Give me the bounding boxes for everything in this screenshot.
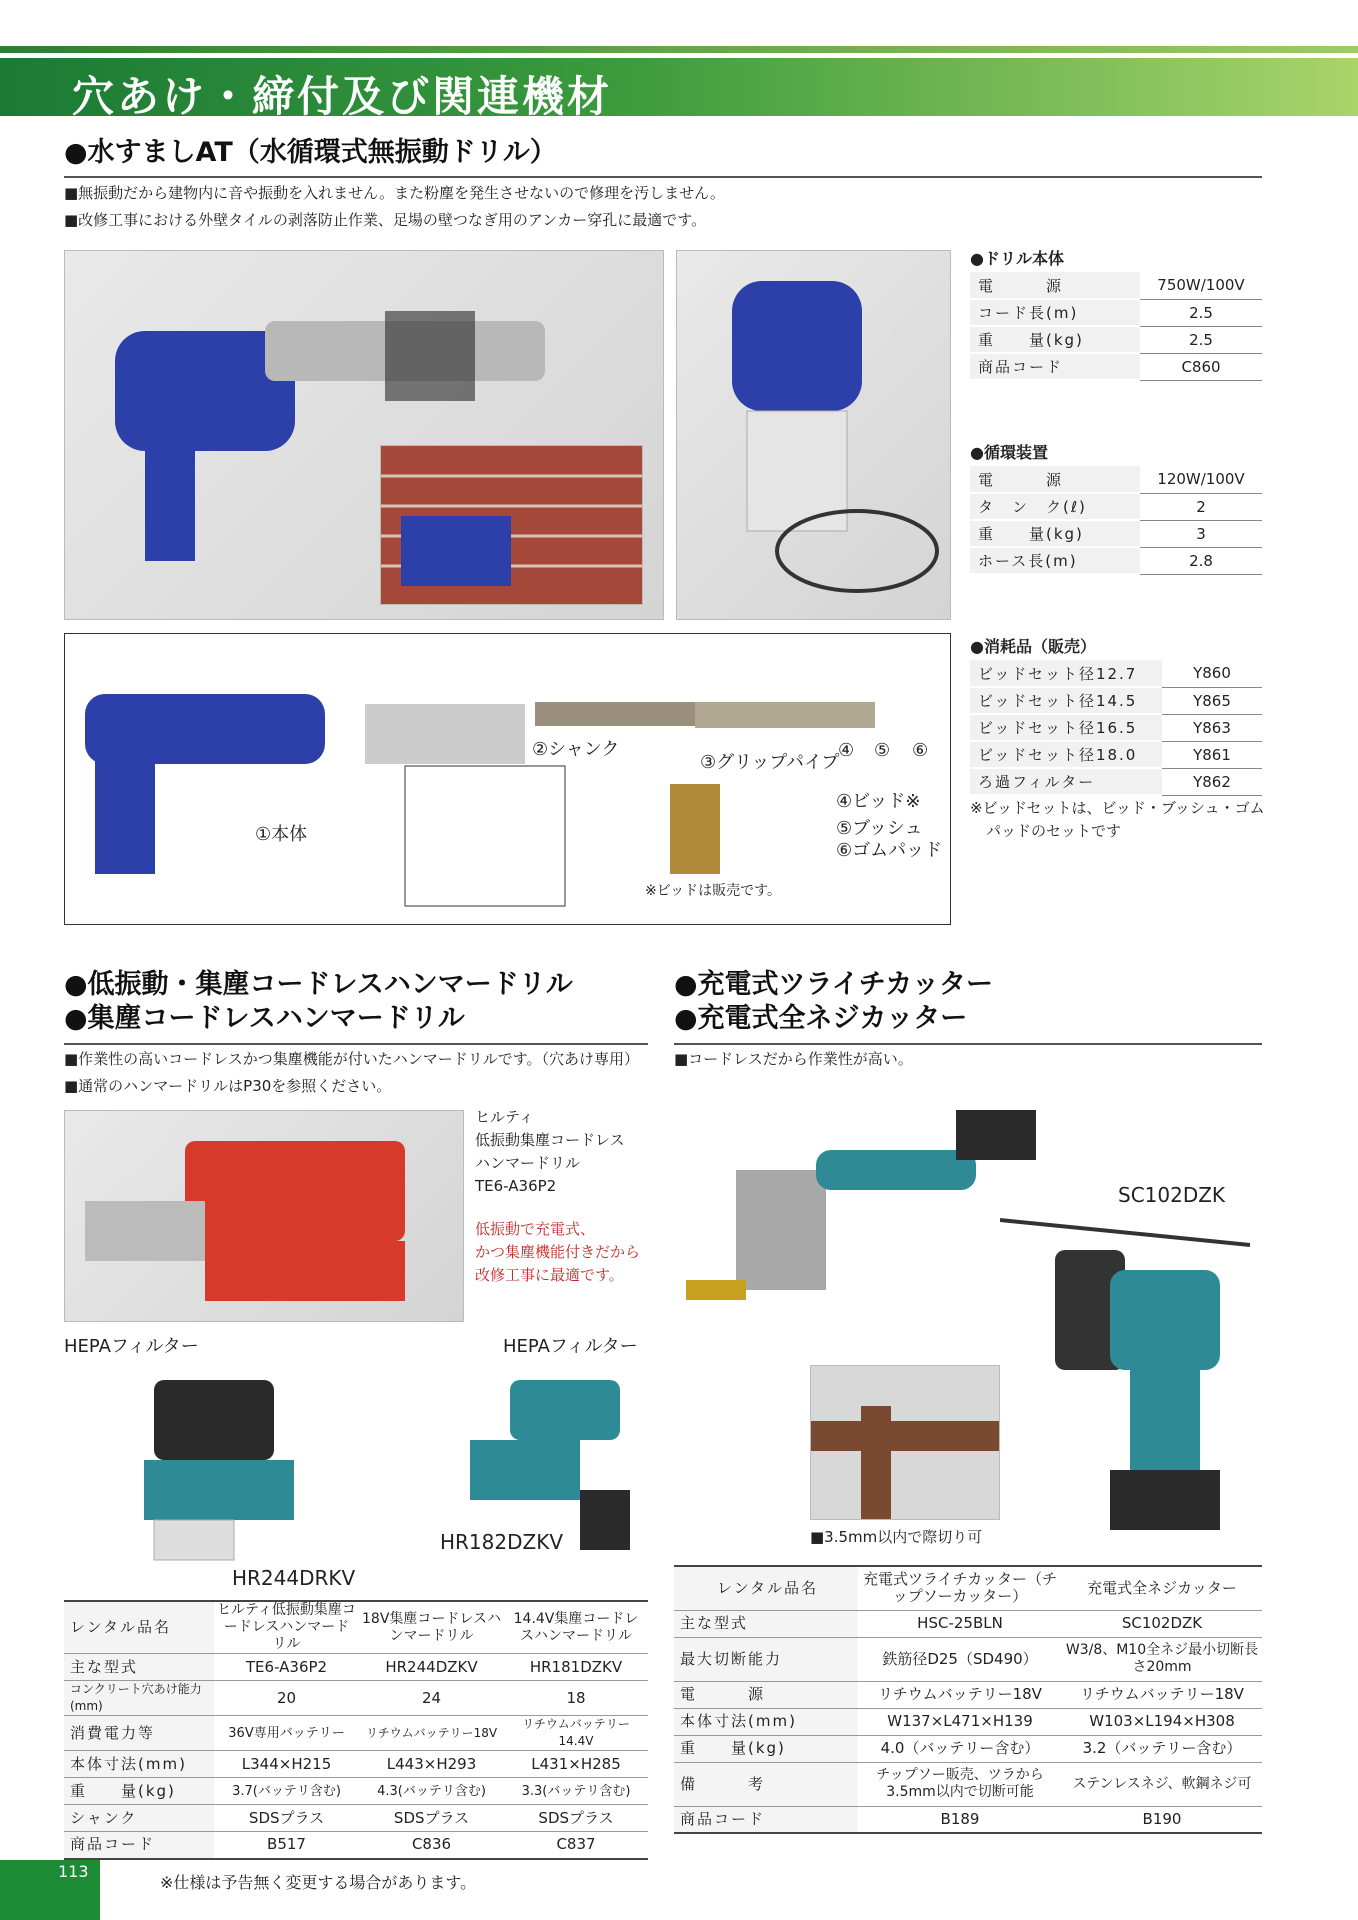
consumables-note: パッドのセットです xyxy=(986,822,1122,840)
consumables-table xyxy=(970,660,1262,796)
cell: 24 xyxy=(359,1681,504,1716)
cell: リチウムバッテリー14.4V xyxy=(504,1716,648,1751)
cell: C836 xyxy=(359,1832,504,1859)
spec-key: 電 源 xyxy=(970,466,1140,493)
part-number-4: ④ xyxy=(838,740,855,761)
spec-key: ビッドセット径14.5 xyxy=(970,687,1162,714)
cell: HR181DZKV xyxy=(504,1654,648,1681)
cell: 36V専用バッテリー xyxy=(214,1716,359,1751)
cut-note: ■3.5mm以内で際切り可 xyxy=(810,1528,983,1546)
part-label-bit: ④ビッド※ xyxy=(836,791,921,812)
table-row xyxy=(64,1716,648,1751)
page-number: 113 xyxy=(58,1862,89,1881)
cell: SDSプラス xyxy=(214,1805,359,1832)
table-header: 充電式ツライチカッター（チップソーカッター） xyxy=(858,1566,1062,1610)
hepa-label: HEPAフィルター xyxy=(503,1336,638,1357)
cell: 18 xyxy=(504,1681,648,1716)
table-row xyxy=(64,1778,648,1805)
row-key: 消費電力等 xyxy=(64,1716,214,1751)
brick-wall-photo xyxy=(380,445,643,605)
section-title-cutter: ●充電式ツライチカッター xyxy=(674,969,993,1000)
cell: リチウムバッテリー18V xyxy=(359,1716,504,1751)
row-key: 主な型式 xyxy=(64,1654,214,1681)
hsc-illustration xyxy=(676,1080,1046,1330)
row-key: 重 量(kg) xyxy=(64,1778,214,1805)
page-header xyxy=(0,58,1358,121)
hilti-caption xyxy=(475,1106,625,1198)
spec-key: ホース長(m) xyxy=(970,547,1140,574)
table-row xyxy=(674,1735,1262,1762)
drill-spec-table xyxy=(970,272,1262,381)
row-key: 主な型式 xyxy=(674,1610,858,1637)
divider xyxy=(64,1043,648,1045)
note-line: ■作業性の高いコードレスかつ集塵機能が付いたハンマードリルです。（穴あけ専用） xyxy=(64,1050,640,1068)
section-title-mizusumashi: ●水すましAT（水循環式無振動ドリル） xyxy=(64,137,557,168)
table-header: 充電式全ネジカッター xyxy=(1062,1566,1262,1610)
cell: 3.7(バッテリ含む) xyxy=(214,1778,359,1805)
table-row xyxy=(64,1805,648,1832)
cell: 鉄筋径D25（SD490） xyxy=(858,1637,1062,1681)
cell: B517 xyxy=(214,1832,359,1859)
spec-key: ビッドセット径16.5 xyxy=(970,714,1162,741)
cell: 3.3(バッテリ含む) xyxy=(504,1778,648,1805)
table-row xyxy=(64,1751,648,1778)
part-label-shank: ②シャンク xyxy=(532,739,620,760)
row-key: 商品コード xyxy=(674,1806,858,1833)
note-line: ■コードレスだから作業性が高い。 xyxy=(674,1050,913,1068)
spec-value: Y865 xyxy=(1162,687,1262,714)
hilti-highlight xyxy=(475,1218,640,1287)
cell: SC102DZK xyxy=(1062,1610,1262,1637)
page-title: 穴あけ・締付及び関連機材 xyxy=(72,72,613,121)
spec-value: 2.5 xyxy=(1140,299,1262,326)
circulation-spec-heading: ●循環装置 xyxy=(970,443,1048,462)
cell: B190 xyxy=(1062,1806,1262,1833)
cell: C837 xyxy=(504,1832,648,1859)
row-key: シャンク xyxy=(64,1805,214,1832)
table-row xyxy=(674,1681,1262,1708)
bit-note: ※ビッドは販売です。 xyxy=(645,883,782,899)
cell: 4.0（バッテリー含む） xyxy=(858,1735,1062,1762)
spec-value: C860 xyxy=(1140,353,1262,380)
part-number-6: ⑥ xyxy=(912,740,929,761)
hilti-caption-line: 低振動集塵コードレス xyxy=(475,1131,625,1149)
cell: B189 xyxy=(858,1806,1062,1833)
rebar-illustration xyxy=(811,1366,1000,1520)
page-number-badge xyxy=(0,1860,100,1920)
cell: リチウムバッテリー18V xyxy=(858,1681,1062,1708)
spec-value: Y860 xyxy=(1162,660,1262,687)
spec-value: Y862 xyxy=(1162,768,1262,795)
spec-value: 2.5 xyxy=(1140,326,1262,353)
cell: HR244DZKV xyxy=(359,1654,504,1681)
spec-value: 2.8 xyxy=(1140,547,1262,574)
cutter-spec-table xyxy=(674,1565,1262,1834)
table-row xyxy=(674,1762,1262,1806)
model-label: HR244DRKV xyxy=(232,1566,356,1590)
row-key: コンクリート穴あけ能力(mm) xyxy=(64,1681,214,1716)
spec-key: ビッドセット径12.7 xyxy=(970,660,1162,687)
model-label: SC102DZK xyxy=(1118,1183,1226,1207)
spec-key: 商品コード xyxy=(970,353,1140,380)
table-row xyxy=(674,1637,1262,1681)
row-key: 本体寸法(mm) xyxy=(674,1708,858,1735)
cell: 4.3(バッテリ含む) xyxy=(359,1778,504,1805)
row-key: 最大切断能力 xyxy=(674,1637,858,1681)
spec-key: 重 量(kg) xyxy=(970,326,1140,353)
cell: SDSプラス xyxy=(359,1805,504,1832)
parts-diagram xyxy=(64,633,951,925)
note-line: ■改修工事における外壁タイルの剥落防止作業、足場の壁つなぎ用のアンカー穿孔に最適です。 xyxy=(64,211,707,229)
divider xyxy=(674,1043,1262,1045)
cell: ステンレスネジ、軟鋼ネジ可 xyxy=(1062,1762,1262,1806)
spec-value: 750W/100V xyxy=(1140,272,1262,299)
highlight-line: かつ集塵機能付きだから xyxy=(475,1243,641,1261)
cell: 3.2（バッテリー含む） xyxy=(1062,1735,1262,1762)
row-key: 電 源 xyxy=(674,1681,858,1708)
hr244-illustration xyxy=(64,1360,334,1566)
cell: 20 xyxy=(214,1681,359,1716)
circulation-spec-table xyxy=(970,466,1262,575)
cell: L344×H215 xyxy=(214,1751,359,1778)
table-header: 18V集塵コードレスハンマードリル xyxy=(359,1601,504,1654)
cell: HSC-25BLN xyxy=(858,1610,1062,1637)
rebar-cut-photo xyxy=(810,1365,1000,1520)
highlight-line: 改修工事に最適です。 xyxy=(475,1266,624,1284)
spec-key: ビッドセット径18.0 xyxy=(970,741,1162,768)
hilti-caption-line: TE6-A36P2 xyxy=(475,1177,557,1195)
hilti-drill-photo xyxy=(64,1110,464,1322)
note-line: ■通常のハンマードリルはP30を参照ください。 xyxy=(64,1077,392,1095)
cell: W103×L194×H308 xyxy=(1062,1708,1262,1735)
brick-pattern xyxy=(381,446,643,605)
hilti-caption-line: ハンマードリル xyxy=(475,1154,581,1172)
hilti-caption-line: ヒルティ xyxy=(475,1108,534,1126)
section-title-hammer-drill: ●集塵コードレスハンマードリル xyxy=(64,1003,465,1034)
table-row xyxy=(64,1681,648,1716)
consumables-note: ※ビッドセットは、ビッド・ブッシュ・ゴム xyxy=(970,799,1265,817)
spec-value: Y861 xyxy=(1162,741,1262,768)
hammer-drill-spec-table xyxy=(64,1600,648,1860)
spec-value: Y863 xyxy=(1162,714,1262,741)
section-title-cutter: ●充電式全ネジカッター xyxy=(674,1003,968,1034)
hilti-illustration xyxy=(65,1111,464,1322)
table-row xyxy=(64,1654,648,1681)
section-title-hammer-drill: ●低振動・集塵コードレスハンマードリル xyxy=(64,969,573,1000)
hepa-label: HEPAフィルター xyxy=(64,1336,199,1357)
spec-value: 3 xyxy=(1140,520,1262,547)
hr244-drill-photo xyxy=(64,1360,334,1566)
highlight-line: 低振動で充電式、 xyxy=(475,1220,596,1238)
part-label-rubber-pad: ⑥ゴムパッド xyxy=(836,840,943,861)
cell: W3/8、M10全ネジ最小切断長さ20mm xyxy=(1062,1637,1262,1681)
row-key: 本体寸法(mm) xyxy=(64,1751,214,1778)
cell: TE6-A36P2 xyxy=(214,1654,359,1681)
hsc-cutter-photo xyxy=(676,1080,1046,1330)
sc102-illustration xyxy=(1000,1210,1260,1550)
cell: L431×H285 xyxy=(504,1751,648,1778)
table-header: 14.4V集塵コードレスハンマードリル xyxy=(504,1601,648,1654)
part-label-body: ①本体 xyxy=(255,824,308,845)
cell: W137×L471×H139 xyxy=(858,1708,1062,1735)
spec-value: 120W/100V xyxy=(1140,466,1262,493)
row-key: 重 量(kg) xyxy=(674,1735,858,1762)
spec-key: 電 源 xyxy=(970,272,1140,299)
drill-spec-heading: ●ドリル本体 xyxy=(970,249,1064,268)
footer-note: ※仕様は予告無く変更する場合があります。 xyxy=(160,1873,477,1892)
table-row xyxy=(674,1610,1262,1637)
row-key: 備 考 xyxy=(674,1762,858,1806)
tank-illustration xyxy=(677,251,951,620)
table-header: レンタル品名 xyxy=(64,1601,214,1654)
cell: SDSプラス xyxy=(504,1805,648,1832)
sc102-cutter-photo xyxy=(1000,1210,1260,1550)
part-label-grip-pipe: ③グリップパイプ xyxy=(700,752,840,773)
spec-key: コード長(m) xyxy=(970,299,1140,326)
part-number-5: ⑤ xyxy=(874,740,891,761)
spec-value: 2 xyxy=(1140,493,1262,520)
parts-illustration xyxy=(65,634,951,925)
model-label: HR182DZKV xyxy=(440,1530,564,1554)
spec-key: タ ン ク(ℓ) xyxy=(970,493,1140,520)
note-line: ■無振動だから建物内に音や振動を入れません。また粉塵を発生させないので修理を汚しません。 xyxy=(64,184,725,202)
cell: リチウムバッテリー18V xyxy=(1062,1681,1262,1708)
header-top-line xyxy=(0,46,1358,53)
table-header: ヒルティ低振動集塵コードレスハンマードリル xyxy=(214,1601,359,1654)
consumables-heading: ●消耗品（販売） xyxy=(970,637,1096,656)
table-row xyxy=(674,1708,1262,1735)
table-header: レンタル品名 xyxy=(674,1566,858,1610)
table-row xyxy=(64,1832,648,1859)
part-label-bush: ⑤ブッシュ xyxy=(836,818,923,839)
divider xyxy=(64,176,1262,178)
cell: チップソー販売、ツラから3.5mm以内で切断可能 xyxy=(858,1762,1062,1806)
circulation-unit-photo xyxy=(676,250,951,620)
cell: L443×H293 xyxy=(359,1751,504,1778)
spec-key: ろ過フィルター xyxy=(970,768,1162,795)
table-row xyxy=(674,1806,1262,1833)
spec-key: 重 量(kg) xyxy=(970,520,1140,547)
row-key: 商品コード xyxy=(64,1832,214,1859)
